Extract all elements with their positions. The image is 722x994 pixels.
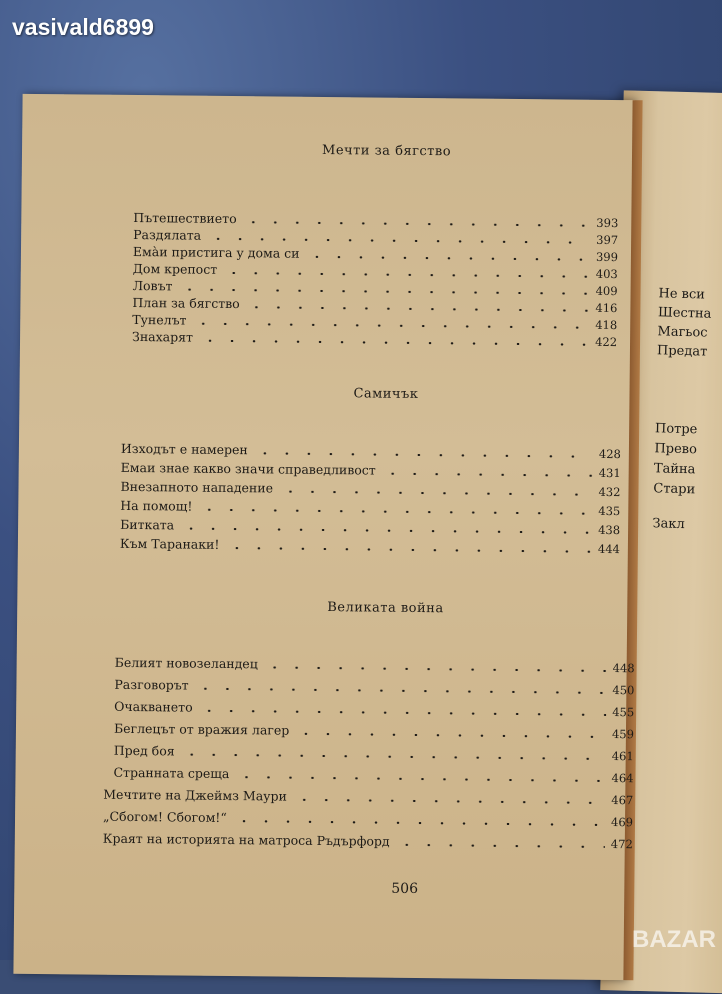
watermark: vasivald6899 [12, 14, 154, 40]
bazar-logo [632, 926, 716, 954]
entry-page: 397 [596, 232, 619, 248]
toc-entry [121, 440, 621, 461]
dot-leader [246, 306, 590, 312]
dot-leader [254, 452, 593, 458]
dot-leader [199, 340, 589, 346]
section-title: Великата война [327, 600, 444, 617]
entry-page: 403 [595, 266, 618, 282]
entry-page: 464 [611, 771, 634, 786]
entry-page: 409 [595, 283, 618, 299]
entry-title: Пред боя [113, 742, 175, 759]
right-page-line: Предат [656, 343, 708, 360]
toc-entry [114, 742, 634, 763]
entry-page: 432 [598, 484, 621, 500]
dot-leader [198, 509, 592, 515]
entry-title: Раздялата [133, 226, 202, 243]
dot-leader [195, 688, 607, 694]
dot-leader [235, 776, 605, 782]
section-title: Мечти за бягство [321, 142, 452, 160]
entry-page: 422 [595, 334, 618, 350]
entry-title: На помощ! [120, 497, 193, 514]
entry-page: 435 [598, 503, 621, 519]
entry-page: 418 [595, 317, 618, 333]
entry-page: 459 [611, 727, 635, 742]
right-page-line: Потре [654, 421, 698, 438]
entry-title: Краят на историята на матроса Ръдърфорд [102, 830, 390, 849]
dot-leader [243, 221, 591, 227]
bazar-logo-text: BAZAR [632, 926, 716, 953]
entry-title: Странната среща [113, 764, 230, 782]
entry-title: Разговорът [114, 676, 189, 693]
right-page-line: Стари [653, 481, 696, 498]
dot-leader [264, 666, 607, 672]
entry-title: План за бягство [132, 294, 240, 312]
toc-entry [114, 676, 634, 697]
dot-leader [233, 820, 605, 826]
dot-leader [225, 547, 592, 553]
entry-title: Тунелът [132, 311, 187, 328]
page-number: 506 [391, 880, 419, 898]
entry-page: 461 [611, 749, 634, 764]
entry-title: Знахарят [132, 328, 194, 345]
right-page-line: Прево [654, 441, 698, 458]
entry-page: 472 [610, 837, 633, 852]
toc-entry [103, 830, 633, 852]
entry-page: 469 [611, 815, 634, 830]
entry-title: Мечтите на Джеймз Маури [103, 786, 287, 804]
entry-page: 448 [612, 661, 635, 676]
entry-title: Емаи знае какво значи справедливост [120, 459, 376, 478]
entry-page: 393 [596, 215, 619, 231]
entry-title: Битката [120, 516, 175, 533]
entry-title: Ема̀и пристига у дома си [132, 243, 300, 261]
entry-page: 467 [611, 793, 634, 808]
entry-title: „Сбогом! Сбогом!“ [102, 808, 227, 825]
toc-entry [121, 459, 621, 480]
dot-leader [178, 288, 589, 294]
dot-leader [192, 323, 589, 329]
entry-title: Пътешествието [133, 209, 237, 227]
entry-page: 431 [598, 465, 621, 481]
entry-title: Очакването [114, 698, 193, 715]
toc-entry [114, 698, 634, 719]
toc-entry [103, 808, 633, 830]
right-page-line: Не вси [658, 286, 706, 303]
entry-page: 416 [595, 300, 618, 316]
entry-page: 399 [595, 249, 619, 265]
entry-title: Към Таранаки! [119, 535, 220, 552]
dot-leader [181, 754, 606, 760]
dot-leader [293, 799, 605, 804]
toc-entry [120, 497, 620, 518]
section-title: Самичък [353, 386, 419, 402]
toc-entry [113, 764, 633, 785]
right-page-line: Закл [652, 516, 685, 533]
dot-leader [207, 238, 590, 244]
entry-page: 428 [598, 446, 621, 462]
dot-leader [199, 710, 607, 716]
right-page-line: Тайна [653, 461, 696, 478]
entry-title: Ловът [132, 277, 173, 294]
entry-page: 455 [612, 705, 635, 720]
dot-leader [279, 491, 593, 496]
entry-page: 450 [612, 683, 635, 698]
right-page-line: Магьос [657, 324, 708, 341]
entry-page: 438 [598, 522, 621, 538]
toc-entry [120, 535, 620, 556]
toc-entry [120, 478, 620, 499]
dot-leader [382, 473, 593, 477]
entry-title: Изходът е намерен [120, 440, 248, 458]
entry-page: 444 [597, 541, 620, 557]
dot-leader [223, 272, 590, 278]
dot-leader [295, 733, 606, 738]
dot-leader [396, 844, 605, 848]
entry-title: Дом крепост [132, 260, 218, 277]
toc-entry [120, 516, 620, 537]
toc-entry [115, 654, 635, 675]
dot-leader [305, 256, 590, 261]
entry-title: Беглецът от вражия лагер [113, 720, 290, 738]
entry-title: Белият новозеландец [114, 654, 258, 672]
toc-entry [114, 720, 634, 741]
book-page [13, 94, 634, 980]
entry-title: Внезапното нападение [120, 478, 274, 496]
dot-leader [180, 527, 592, 533]
right-page-line: Шестна [657, 305, 712, 322]
toc-entry [103, 786, 633, 808]
